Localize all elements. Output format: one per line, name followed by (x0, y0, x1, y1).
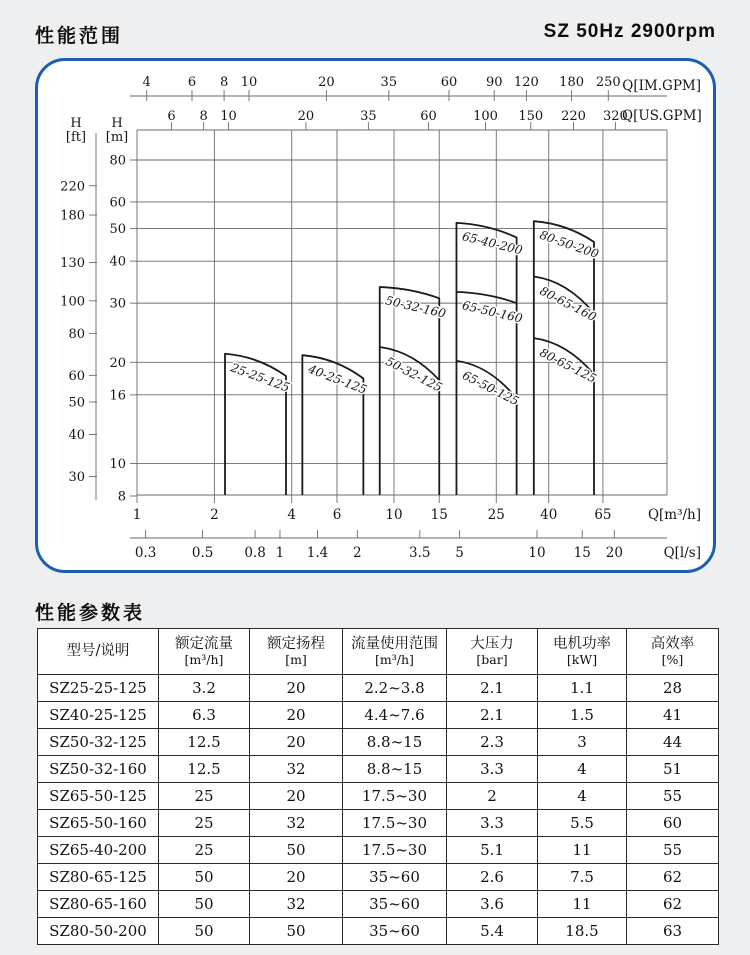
axis-label-m3h: Q[m³/h] (647, 507, 701, 523)
table-cell: 3 (538, 729, 627, 756)
tick-label-h-m: 16 (109, 388, 126, 404)
table-cell: 20 (250, 729, 343, 756)
table-cell: 3.3 (447, 810, 538, 837)
tick-label-l-s: 10 (528, 545, 546, 561)
tick-label-us-gpm: 8 (199, 109, 208, 124)
table-cell: 50 (250, 918, 343, 945)
tick-label-h-ft: 130 (60, 256, 85, 272)
table-cell: 2.1 (447, 675, 538, 702)
table-cell: 20 (250, 675, 343, 702)
table-row (38, 675, 719, 702)
table-cell: SZ25-25-125 (38, 675, 159, 702)
table-cell: 6.3 (159, 702, 250, 729)
table-cell: 11 (538, 891, 627, 918)
table-cell: 17.5~30 (343, 783, 447, 810)
table-cell: 2.6 (447, 864, 538, 891)
table-cell: 4 (538, 756, 627, 783)
table-cell: 20 (250, 702, 343, 729)
table-cell: 1.5 (538, 702, 627, 729)
table-cell: 32 (250, 891, 343, 918)
tick-label-us-gpm: 35 (360, 109, 377, 124)
table-cell: SZ50-32-125 (38, 729, 159, 756)
table-cell: 62 (627, 864, 719, 891)
table-cell: 50 (159, 918, 250, 945)
pump-model-label: 80-50-200 (537, 227, 601, 262)
table-row (38, 891, 719, 918)
table-cell: 50 (159, 864, 250, 891)
table-cell: 18.5 (538, 918, 627, 945)
table-cell: 41 (627, 702, 719, 729)
axis-label-h-ft-unit: [ft] (65, 130, 87, 145)
tick-label-h-m: 20 (109, 355, 126, 371)
tick-label-l-s: 1.4 (306, 545, 329, 561)
table-cell: 44 (627, 729, 719, 756)
tick-label-h-m: 50 (109, 222, 126, 238)
tick-label-us-gpm: 6 (167, 109, 176, 124)
table-cell: 12.5 (159, 756, 250, 783)
table-cell: 35~60 (343, 864, 447, 891)
pump-envelope-outline (456, 223, 516, 495)
table-cell: 50 (250, 837, 343, 864)
tick-label-m3h: 6 (332, 507, 342, 523)
table-cell: 3.6 (447, 891, 538, 918)
table-cell: SZ65-40-200 (38, 837, 159, 864)
tick-label-us-gpm: 100 (473, 109, 498, 124)
column-header: 高效率 [%] (627, 629, 719, 675)
column-header: 大压力 [bar] (447, 629, 538, 675)
table-row (38, 918, 719, 945)
tick-label-im-gpm: 180 (559, 75, 585, 90)
table-cell: 32 (250, 756, 343, 783)
tick-label-l-s: 0.3 (134, 545, 157, 561)
tick-label-m3h: 40 (540, 507, 558, 523)
axis-label-h-m-unit: [m] (105, 130, 129, 145)
table-row (38, 864, 719, 891)
tick-label-us-gpm: 220 (561, 109, 586, 124)
tick-label-l-s: 0.8 (244, 545, 266, 561)
table-cell: 8.8~15 (343, 729, 447, 756)
table-cell: 35~60 (343, 918, 447, 945)
tick-label-l-s: 5 (455, 545, 464, 561)
tick-label-h-m: 10 (109, 456, 126, 472)
tick-label-h-ft: 40 (68, 428, 85, 444)
table-cell: 2 (447, 783, 538, 810)
axis-label-h-ft: H (70, 116, 82, 131)
tick-label-l-s: 1 (275, 545, 285, 561)
tick-label-us-gpm: 320 (602, 109, 628, 124)
pump-model-label: 65-40-200 (460, 229, 524, 258)
table-cell: 25 (159, 810, 250, 837)
tick-label-im-gpm: 8 (219, 75, 229, 90)
pump-series-spec: SZ 50Hz 2900rpm (543, 21, 716, 42)
pump-model-label: 50-32-160 (384, 293, 448, 321)
table-cell: 51 (627, 756, 719, 783)
tick-label-h-ft: 100 (60, 294, 85, 310)
table-cell: 1.1 (538, 675, 627, 702)
pump-model-label: 65-50-125 (460, 368, 522, 409)
table-title: 性能参数表 (35, 603, 146, 624)
tick-label-h-ft: 220 (60, 179, 85, 195)
table-cell: 17.5~30 (343, 837, 447, 864)
tick-label-im-gpm: 20 (318, 75, 335, 90)
table-cell: 35~60 (343, 891, 447, 918)
tick-label-m3h: 2 (210, 507, 219, 523)
tick-label-h-m: 40 (109, 254, 126, 270)
table-cell: 4 (538, 783, 627, 810)
table-row (38, 702, 719, 729)
table-cell: 8.8~15 (343, 756, 447, 783)
table-cell: 5.5 (538, 810, 627, 837)
tick-label-us-gpm: 150 (518, 109, 544, 124)
tick-label-m3h: 1 (132, 507, 142, 523)
tick-label-im-gpm: 35 (380, 75, 398, 90)
table-cell: 55 (627, 837, 719, 864)
tick-label-im-gpm: 6 (187, 75, 197, 90)
tick-label-h-ft: 30 (68, 469, 85, 485)
pump-model-label: 80-65-125 (537, 345, 599, 386)
tick-label-h-m: 8 (117, 489, 126, 505)
tick-label-m3h: 65 (594, 507, 612, 523)
page-title: 性能范围 (35, 26, 124, 47)
tick-label-l-s: 2 (353, 545, 362, 561)
tick-label-l-s: 3.5 (409, 545, 431, 561)
table-cell: 28 (627, 675, 719, 702)
table-cell: SZ65-50-125 (38, 783, 159, 810)
table-body (38, 675, 719, 945)
axis-label-l-s: Q[l/s] (663, 545, 701, 561)
column-header: 流量使用范围 [m³/h] (343, 629, 447, 675)
pump-model-label: 25-25-125 (228, 360, 292, 395)
tick-label-m3h: 25 (487, 507, 505, 523)
table-cell: SZ50-32-160 (38, 756, 159, 783)
tick-label-h-ft: 50 (68, 395, 85, 411)
tick-label-im-gpm: 250 (595, 75, 621, 90)
table-cell: 3.3 (447, 756, 538, 783)
table-cell: 25 (159, 837, 250, 864)
table-row (38, 810, 719, 837)
tick-label-h-ft: 80 (68, 326, 85, 342)
pump-model-label: 80-65-160 (537, 283, 599, 325)
tick-label-l-s: 0.5 (191, 545, 214, 561)
pump-model-label: 40-25-125 (306, 361, 369, 397)
tick-label-im-gpm: 60 (440, 75, 458, 90)
table-row (38, 756, 719, 783)
table-cell: 63 (627, 918, 719, 945)
table-cell: 20 (250, 783, 343, 810)
table-header-row (38, 629, 719, 675)
column-header: 额定流量 [m³/h] (159, 629, 250, 675)
table-cell: 62 (627, 891, 719, 918)
column-header: 型号/说明 (38, 629, 159, 675)
parameters-table-wrap (37, 628, 718, 945)
table-cell: 17.5~30 (343, 810, 447, 837)
tick-label-h-m: 30 (109, 296, 126, 312)
table-cell: 5.4 (447, 918, 538, 945)
table-row (38, 729, 719, 756)
tick-label-h-ft: 60 (68, 368, 85, 384)
axis-label-h-m: H (111, 116, 123, 131)
table-cell: 11 (538, 837, 627, 864)
tick-label-us-gpm: 60 (420, 109, 437, 124)
table-cell: 2.3 (447, 729, 538, 756)
table-cell: SZ80-50-200 (38, 918, 159, 945)
table-cell: 2.1 (447, 702, 538, 729)
tick-label-im-gpm: 90 (485, 75, 503, 90)
tick-label-l-s: 15 (573, 545, 591, 561)
table-cell: 55 (627, 783, 719, 810)
table-cell: 5.1 (447, 837, 538, 864)
table-cell: 12.5 (159, 729, 250, 756)
table-cell: SZ80-65-160 (38, 891, 159, 918)
tick-label-h-m: 80 (109, 153, 126, 169)
table-cell: 50 (159, 891, 250, 918)
tick-label-im-gpm: 120 (513, 75, 539, 90)
tick-label-im-gpm: 4 (142, 75, 151, 90)
table-cell: 3.2 (159, 675, 250, 702)
tick-label-m3h: 4 (287, 507, 297, 523)
table-cell: 4.4~7.6 (343, 702, 447, 729)
axis-label-im-gpm: Q[IM.GPM] (622, 78, 701, 94)
axis-label-us-gpm: Q[US.GPM] (622, 108, 702, 124)
table-cell: SZ80-65-125 (38, 864, 159, 891)
table-cell: SZ40-25-125 (38, 702, 159, 729)
table-row (38, 783, 719, 810)
table-row (38, 837, 719, 864)
table-cell: 60 (627, 810, 719, 837)
table-cell: 7.5 (538, 864, 627, 891)
tick-label-l-s: 20 (605, 545, 623, 561)
tick-label-us-gpm: 20 (297, 109, 315, 124)
parameters-table (37, 628, 719, 945)
column-header: 额定扬程 [m] (250, 629, 343, 675)
tick-label-im-gpm: 10 (240, 75, 258, 90)
tick-label-us-gpm: 10 (220, 109, 237, 124)
table-cell: 20 (250, 864, 343, 891)
tick-label-m3h: 15 (430, 507, 448, 523)
table-cell: 2.2~3.8 (343, 675, 447, 702)
tick-label-m3h: 10 (385, 507, 403, 523)
tick-label-h-ft: 180 (60, 208, 85, 224)
column-header: 电机功率 [kW] (538, 629, 627, 675)
tick-label-h-m: 60 (109, 195, 126, 211)
table-cell: SZ65-50-160 (38, 810, 159, 837)
pump-model-label: 65-50-160 (460, 298, 524, 326)
pump-model-label: 50-32-125 (383, 354, 445, 395)
table-cell: 32 (250, 810, 343, 837)
table-cell: 25 (159, 783, 250, 810)
